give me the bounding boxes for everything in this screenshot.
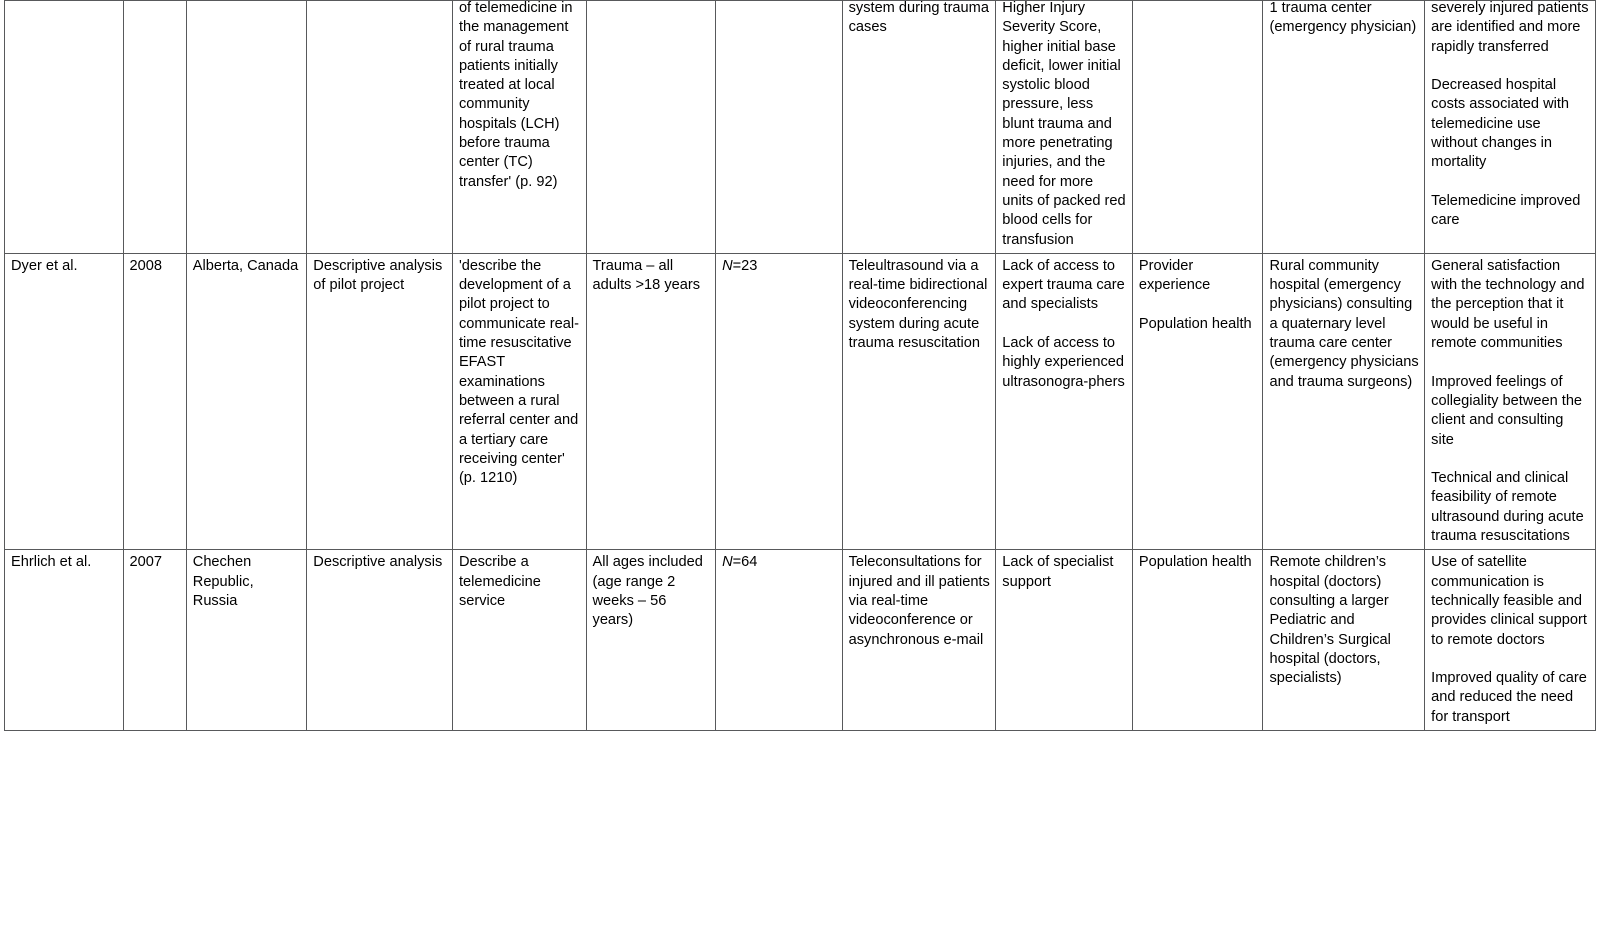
aim-paras (459, 0, 581, 192)
cell-year (123, 1, 186, 254)
cell-outcome (1132, 1, 1263, 254)
evidence-table-body (5, 1, 1596, 731)
cell-paragraph: Chechen Republic, Russia (192, 554, 254, 609)
cell-aim (452, 253, 586, 549)
cell-paragraph: All ages included (age range 2 weeks – 56 years) (592, 554, 703, 629)
cell-paragraph: Remote children’s hospital (doctors) consulting a larger Pediatric and Children’s Surgical hospital (doctors, specialists) (1269, 554, 1391, 687)
table-row (5, 1, 1596, 254)
cell-paragraph: 1 trauma center (emergency physician) (1269, 0, 1417, 36)
problem-paras (1002, 0, 1127, 250)
outcome-paras (1139, 553, 1258, 572)
cell-paragraph: Teleconsultations for injured and ill patients via real-time videoconference or asynchronous e-mail (848, 554, 990, 648)
cell-intervention (842, 550, 996, 731)
cell-paragraph: General satisfaction with the technology and the perception that it would be useful in remote communities (1431, 257, 1585, 352)
intervention-paras (849, 0, 991, 38)
cell-aim (452, 550, 586, 731)
findings-paras (1431, 257, 1590, 546)
cell-problem (996, 1, 1133, 254)
cell-paragraph: Decreased hospital costs associated with telemedicine use without changes in mortality (1431, 77, 1570, 171)
setting-paras (1269, 0, 1419, 38)
cell-population (586, 550, 716, 731)
cell-intervention (842, 1, 996, 254)
cell-findings (1425, 1, 1596, 254)
cell-sample (716, 550, 843, 731)
cell-location (186, 550, 307, 731)
cell-paragraph: Lack of access to expert trauma care and specialists (1002, 257, 1125, 313)
cell-sample (716, 253, 843, 549)
cell-paragraph: Describe a telemedicine service (458, 554, 541, 609)
cell-paragraph: Alberta, Canada (192, 257, 299, 274)
cell-paragraph: Descriptive analysis of pilot project (313, 257, 443, 294)
cell-paragraph: Use of satellite communication is technically feasible and provides clinical support to remote doctors (1431, 554, 1587, 648)
setting-paras (1269, 553, 1419, 688)
table-row (5, 253, 1596, 549)
cell-outcome (1132, 550, 1263, 731)
cell-population (586, 253, 716, 549)
cell-paragraph: Provider experience (1138, 257, 1211, 294)
author-text: Dyer et al. (11, 257, 78, 274)
cell-paragraph: Trauma – all adults >18 years (592, 257, 701, 294)
cell-paragraph: Descriptive analysis (313, 554, 443, 571)
cell-paragraph: system during trauma cases (848, 0, 989, 36)
setting-paras (1269, 257, 1419, 392)
table-row (5, 550, 1596, 731)
cell-findings (1425, 253, 1596, 549)
cell-paragraph: Rural community hospital (emergency physicians) consulting a quaternary level trauma care center (emergency physicians and trauma surgeons) (1269, 257, 1419, 390)
cell-population (586, 1, 716, 254)
design-paras (313, 553, 447, 572)
year-text: 2007 (129, 554, 162, 571)
cell-paragraph: 'describe the development of a pilot project to communicate real-time resuscitative EFAST examinations between a rural referral center and a tertiary care receiving center' (p. 1210) (458, 257, 579, 487)
cell-outcome (1132, 253, 1263, 549)
cell-findings (1425, 550, 1596, 731)
cell-design (307, 550, 453, 731)
sample-size-symbol: N (722, 554, 733, 571)
cell-paragraph: Lack of specialist support (1002, 554, 1114, 590)
cell-paragraph: Higher Injury Severity Score, higher initial base deficit, lower initial systolic blood pressure, less blunt trauma and more penetrating injuries, and the need for more units of packed red blood cells for transfusion (1002, 0, 1126, 248)
cell-author (5, 550, 124, 731)
cell-paragraph: Technical and clinical feasibility of remote ultrasound during acute trauma resuscitations (1431, 470, 1584, 545)
cell-setting (1263, 1, 1425, 254)
cell-setting (1263, 550, 1425, 731)
cell-year (123, 550, 186, 731)
cell-problem (996, 253, 1133, 549)
sample-size-symbol: N (722, 257, 733, 274)
population-paras (593, 553, 711, 630)
cell-author (5, 1, 124, 254)
problem-paras (1002, 257, 1127, 392)
population-paras (593, 257, 711, 296)
cell-aim (452, 1, 586, 254)
design-paras (313, 257, 447, 296)
sample-text: N=64 (722, 554, 758, 571)
cell-design (307, 1, 453, 254)
cell-paragraph: of telemedicine in the management of rural trauma patients initially treated at local community hospitals (LCH) before trauma center (TC) transfer' (p. 92) (458, 0, 573, 190)
cell-sample (716, 1, 843, 254)
cell-paragraph: Population health (1138, 554, 1252, 571)
problem-paras (1002, 553, 1127, 592)
aim-paras (459, 553, 581, 611)
cell-location (186, 253, 307, 549)
findings-paras (1431, 0, 1590, 231)
evidence-table (4, 0, 1596, 731)
aim-paras (459, 257, 581, 489)
cell-intervention (842, 253, 996, 549)
outcome-paras (1139, 257, 1258, 334)
cell-problem (996, 550, 1133, 731)
intervention-paras (849, 257, 991, 353)
cell-paragraph: severely injured patients are identified and more rapidly transferred (1431, 0, 1589, 55)
location-paras (193, 553, 302, 611)
cell-paragraph: Improved quality of care and reduced the need for transport (1431, 670, 1587, 725)
sample-text: N=23 (722, 257, 758, 274)
intervention-paras (849, 553, 991, 649)
cell-paragraph: Improved feelings of collegiality between the client and consulting site (1431, 373, 1583, 448)
cell-setting (1263, 253, 1425, 549)
location-paras (193, 257, 302, 276)
cell-year (123, 253, 186, 549)
cell-design (307, 253, 453, 549)
cell-paragraph: Lack of access to highly experienced ultrasonogra-phers (1002, 335, 1125, 390)
author-text: Ehrlich et al. (11, 554, 92, 571)
cell-author (5, 253, 124, 549)
cell-paragraph: Teleultrasound via a real-time bidirectional videoconferencing system during acute trauma resuscitation (848, 257, 988, 352)
year-text: 2008 (129, 257, 162, 274)
cell-paragraph: Population health (1138, 315, 1252, 332)
cell-paragraph: Telemedicine improved care (1431, 192, 1581, 229)
findings-paras (1431, 553, 1590, 727)
cell-location (186, 1, 307, 254)
